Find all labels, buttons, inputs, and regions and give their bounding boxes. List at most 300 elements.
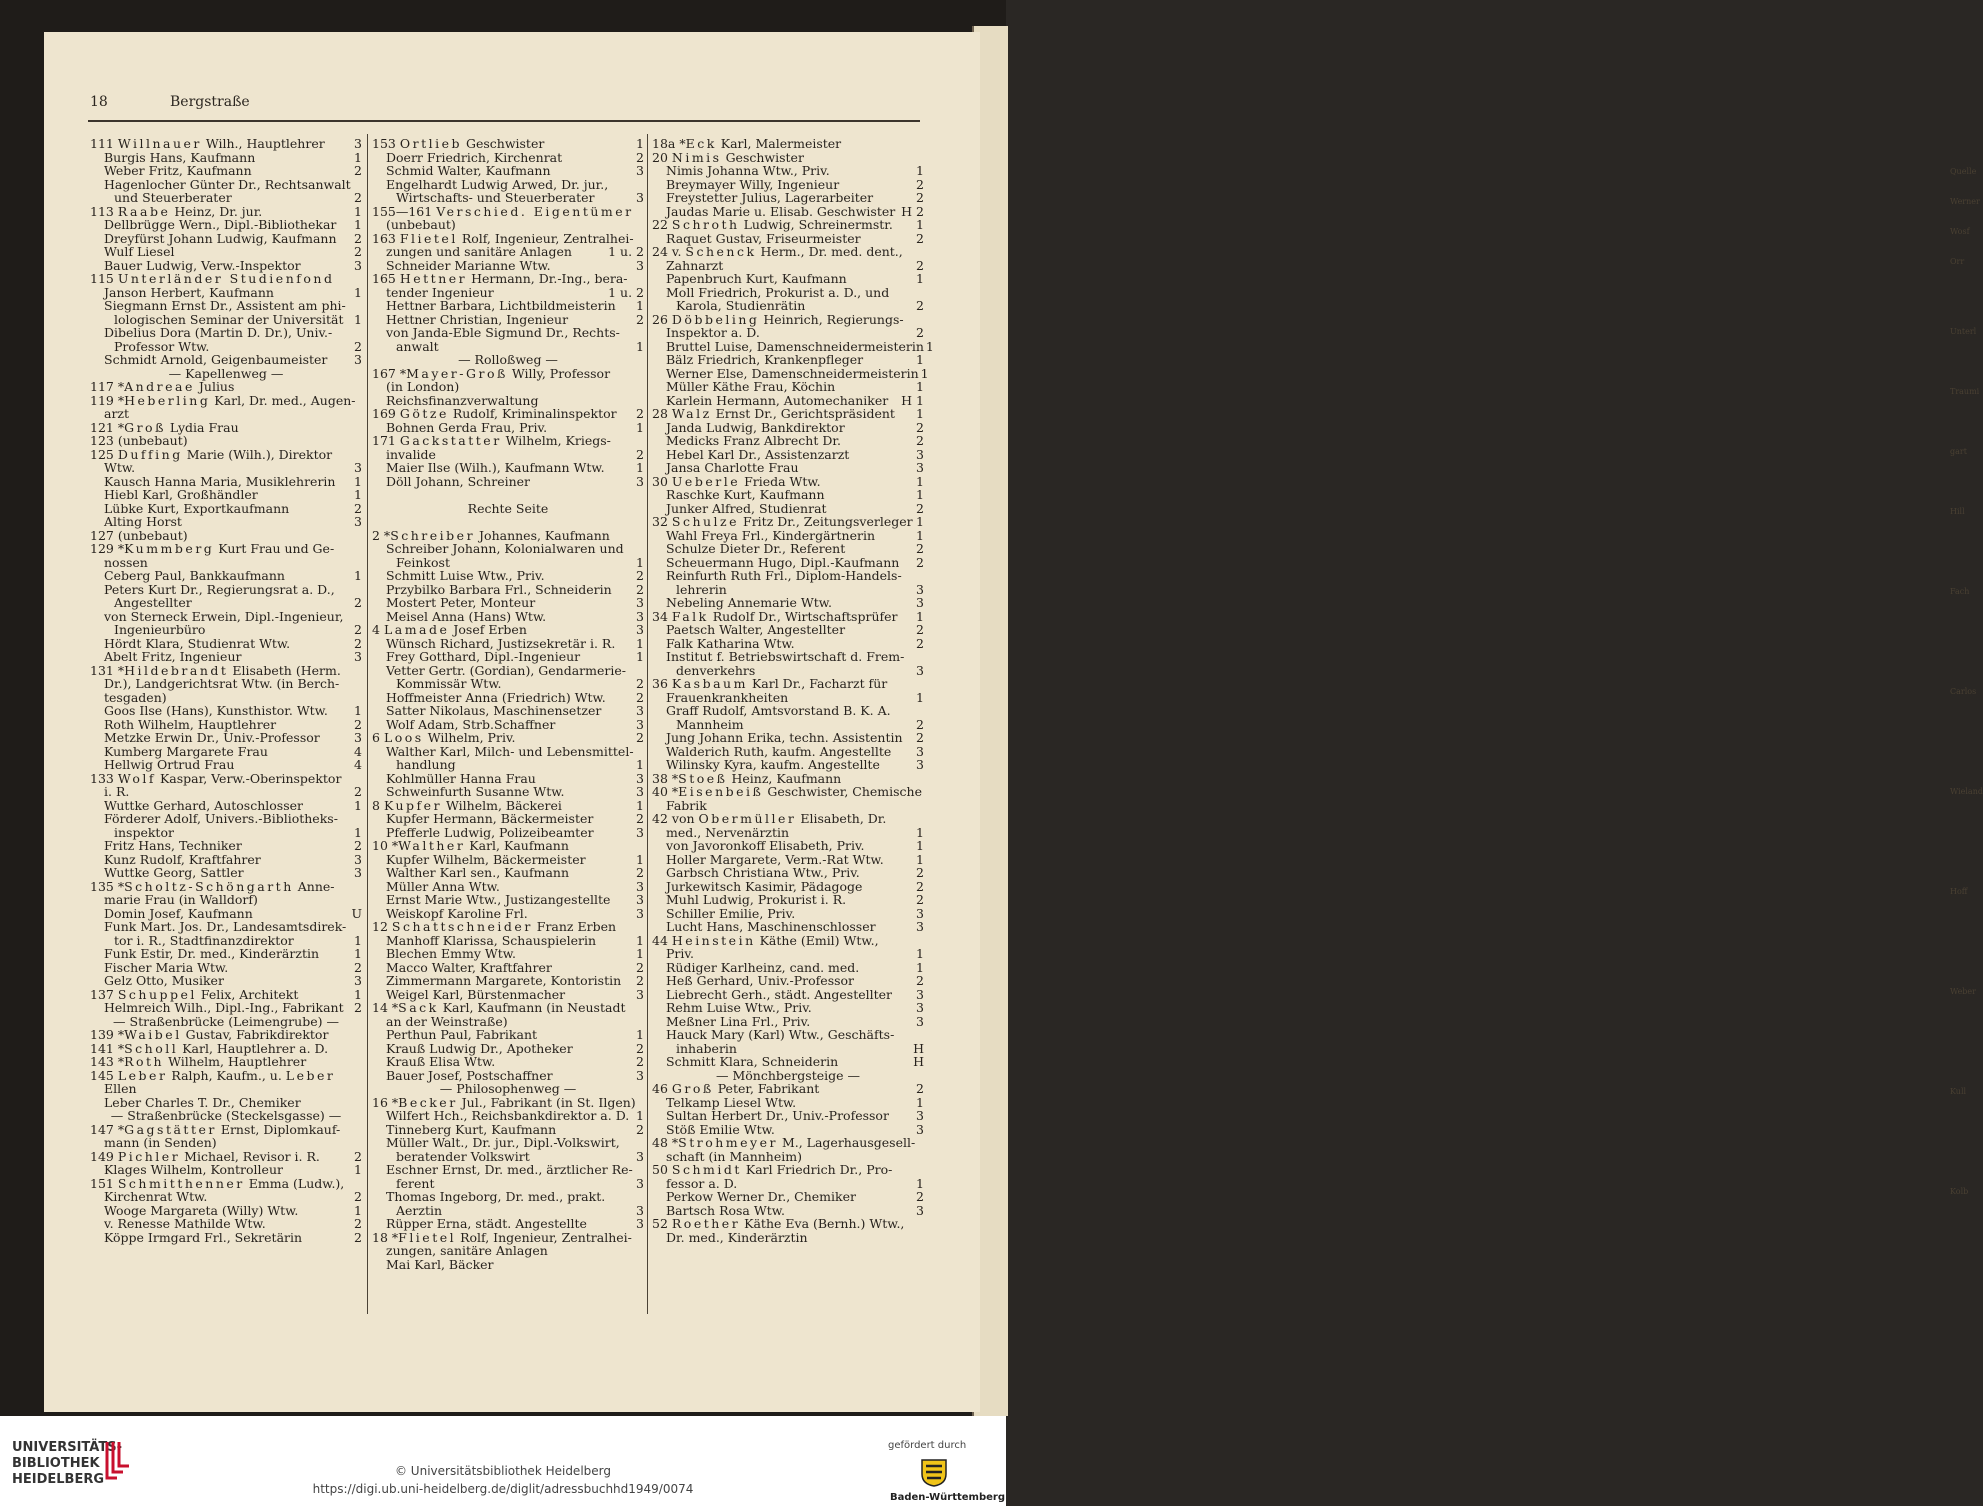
entry-text: (unbebaut) xyxy=(386,217,456,232)
entry-text: Sultan Herbert Dr., Univ.-Professor xyxy=(666,1108,889,1123)
address-entry xyxy=(652,1217,924,1231)
floor-number: 1 xyxy=(916,271,924,286)
resident-line xyxy=(372,245,644,259)
floor-number: 1 xyxy=(354,986,362,1002)
floor-number: 1 xyxy=(916,851,924,867)
entry-text: Paetsch Walter, Angestellter xyxy=(666,622,846,637)
floor-number: 1 xyxy=(916,824,924,840)
entry-text: Pfefferle Ludwig, Polizeibeamter xyxy=(386,824,594,840)
entry-text: Hebel Karl Dr., Assistenzarzt xyxy=(666,446,850,462)
resident-line xyxy=(372,907,644,921)
resident-line xyxy=(652,272,924,286)
resident-line xyxy=(372,1163,644,1177)
section-heading xyxy=(652,1069,924,1083)
floor-number: 2 xyxy=(636,311,644,327)
entry-text: Meßner Lina Frl., Priv. xyxy=(666,1013,811,1029)
floor-number: 1 xyxy=(636,851,644,867)
address-entry xyxy=(90,380,362,394)
floor-number: 3 xyxy=(916,595,924,610)
floor-number: 1 xyxy=(916,1094,924,1110)
entry-text: inspektor xyxy=(114,824,174,840)
entry-text: Satter Nikolaus, Maschinensetzer xyxy=(386,703,602,718)
ghost-text: Fach xyxy=(1950,587,1970,596)
entry-text: Angestellter xyxy=(114,595,192,610)
resident-line xyxy=(372,664,644,678)
floor-number: 2 xyxy=(916,190,924,205)
entry-text: Breymayer Willy, Ingenieur xyxy=(666,176,840,192)
address-entry xyxy=(372,137,644,151)
spaced-surname: Verschied. Eigentümer xyxy=(436,203,634,219)
entry-text: 16 *Becker Jul., Fabrikant (in St. Ilgen) xyxy=(372,1094,636,1110)
resident-line xyxy=(652,826,924,840)
resident-line xyxy=(90,934,362,948)
resident-line xyxy=(652,1123,924,1137)
floor-number: 2 xyxy=(354,190,362,205)
address-entry xyxy=(652,812,924,826)
resident-line xyxy=(652,920,924,934)
floor-number: 1 xyxy=(920,365,929,381)
address-entry xyxy=(90,434,362,448)
ghost-text: Kull xyxy=(1950,1087,1967,1096)
logo-line: UNIVERSITÄTS- xyxy=(12,1440,122,1455)
entry-text: mann (in Senden) xyxy=(104,1135,217,1150)
entry-text: 127 (unbebaut) xyxy=(90,527,188,543)
floor-number: 2 xyxy=(354,1189,362,1204)
floor-number: 1 u. 2 xyxy=(608,284,644,300)
address-entry xyxy=(90,772,362,786)
resident-line xyxy=(372,1150,644,1164)
entry-text: Helmreich Wilh., Dipl.-Ing., Fabrikant xyxy=(104,1000,344,1015)
section-heading xyxy=(372,502,644,516)
resident-line xyxy=(372,1258,644,1272)
entry-text: Dibelius Dora (Martin D. Dr.), Univ.- xyxy=(104,325,333,340)
entry-text: Klages Wilhelm, Kontrolleur xyxy=(104,1162,283,1177)
entry-text: — Kapellenweg — xyxy=(168,365,284,381)
entry-text: Dellbrügge Wern., Dipl.-Bibliothekar xyxy=(104,217,337,232)
entry-text: 4 Lamade Josef Erben xyxy=(372,622,527,637)
resident-line xyxy=(90,1163,362,1177)
floor-number: H 2 xyxy=(901,203,924,219)
entry-text: v. Renesse Mathilde Wtw. xyxy=(104,1216,266,1231)
entry-text: Janson Herbert, Kaufmann xyxy=(104,284,274,300)
resident-line xyxy=(372,893,644,907)
entry-text: Raquet Gustav, Friseurmeister xyxy=(666,230,861,246)
resident-line xyxy=(90,326,362,340)
resident-line xyxy=(90,839,362,853)
entry-text: von Janda-Eble Sigmund Dr., Rechts- xyxy=(386,325,620,340)
address-entry xyxy=(652,137,924,151)
entry-text: 129 *Kummberg Kurt Frau und Ge- xyxy=(90,541,335,556)
resident-line xyxy=(372,988,644,1002)
entry-text: Nebeling Annemarie Wtw. xyxy=(666,595,832,610)
resident-line xyxy=(652,1231,924,1245)
entry-text: Hellwig Ortrud Frau xyxy=(104,757,235,772)
floor-number: 1 xyxy=(916,406,924,421)
floor-number: U xyxy=(351,905,362,921)
resident-line xyxy=(652,583,924,597)
resident-line xyxy=(372,772,644,786)
ghost-text: Orr xyxy=(1950,257,1965,266)
entry-text: Krauß Ludwig Dr., Apotheker xyxy=(386,1040,573,1056)
entry-text: Peters Kurt Dr., Regierungsrat a. D., xyxy=(104,581,335,597)
floor-number: 2 xyxy=(354,716,362,732)
resident-line xyxy=(652,947,924,961)
resident-line xyxy=(652,596,924,610)
floor-number: 2 xyxy=(916,1081,924,1096)
floor-number: 1 xyxy=(354,1202,362,1218)
floor-number: 2 xyxy=(916,325,924,340)
column-divider xyxy=(647,134,648,1314)
entry-text: Karlein Hermann, Automechaniker xyxy=(666,392,889,408)
floor-number: 2 xyxy=(916,176,924,192)
entry-text: 46 Groß Peter, Fabrikant xyxy=(652,1081,820,1096)
entry-text: 147 *Gagstätter Ernst, Diplomkauf- xyxy=(90,1121,341,1137)
resident-line xyxy=(372,475,644,489)
funded-by-label: gefördert durch xyxy=(888,1440,967,1451)
resident-line xyxy=(652,461,924,475)
address-entry xyxy=(652,610,924,624)
ghost-text: Kolb xyxy=(1950,1187,1969,1196)
entry-text: an der Weinstraße) xyxy=(386,1013,508,1029)
resident-line xyxy=(90,1136,362,1150)
entry-text: Domin Josef, Kaufmann xyxy=(104,905,253,921)
resident-line xyxy=(90,731,362,745)
entry-text: Frey Gotthard, Dipl.-Ingenieur xyxy=(386,649,581,664)
entry-text: Bohnen Gerda Frau, Priv. xyxy=(386,419,548,435)
entry-text: Wilfert Hch., Reichsbankdirektor a. D. xyxy=(386,1108,630,1123)
entry-text: 8 Kupfer Wilhelm, Bäckerei xyxy=(372,797,562,813)
resident-line xyxy=(90,569,362,583)
entry-text: Blechen Emmy Wtw. xyxy=(386,946,516,961)
floor-number: 3 xyxy=(916,581,924,597)
floor-number: 3 xyxy=(916,743,924,759)
entry-text: Mannheim xyxy=(676,716,744,732)
resident-line xyxy=(90,1231,362,1245)
resident-line xyxy=(652,1055,924,1069)
entry-text: 145 Leber Ralph, Kaufm., u. Leber xyxy=(90,1067,336,1083)
entry-text: tender Ingenieur xyxy=(386,284,494,300)
resident-line xyxy=(652,569,924,583)
floor-number: 2 xyxy=(354,622,362,637)
spaced-surname: Walz xyxy=(671,406,712,421)
directory-column-left xyxy=(90,137,362,1244)
floor-number: 1 xyxy=(916,487,924,502)
resident-line xyxy=(90,1217,362,1231)
resident-line xyxy=(652,1096,924,1110)
spaced-surname: Gackstatter xyxy=(399,433,502,448)
spaced-surname: Hildebrandt xyxy=(124,662,229,678)
address-entry xyxy=(90,529,362,543)
spaced-surname: Duffing xyxy=(117,446,183,462)
floor-number: 1 xyxy=(916,689,924,705)
address-entry xyxy=(90,880,362,894)
entry-text: 153 Ortlieb Geschwister xyxy=(372,136,545,151)
resident-line xyxy=(372,461,644,475)
resident-line xyxy=(372,1190,644,1204)
entry-text: Metzke Erwin Dr., Univ.-Professor xyxy=(104,730,320,745)
ghost-text: Hill xyxy=(1950,507,1965,516)
spaced-surname: Schulze xyxy=(671,514,740,529)
entry-text: Engelhardt Ludwig Arwed, Dr. jur., xyxy=(386,176,609,192)
floor-number: 3 xyxy=(636,163,644,178)
address-entry xyxy=(90,1069,362,1083)
entry-text: Wtw. xyxy=(104,460,136,475)
resident-line xyxy=(652,232,924,246)
entry-text: lologischen Seminar der Universität xyxy=(114,311,344,327)
floor-number: 3 xyxy=(916,1000,924,1015)
spaced-surname: Becker xyxy=(398,1094,458,1110)
spaced-surname: Raabe xyxy=(117,203,171,219)
entry-text: Aerztin xyxy=(396,1202,443,1218)
address-entry xyxy=(652,218,924,232)
entry-text: Institut f. Betriebswirtschaft d. Frem- xyxy=(666,649,905,664)
floor-number: 2 xyxy=(354,244,362,259)
resident-line xyxy=(90,799,362,813)
spaced-surname: Unterländer Studienfond xyxy=(117,271,335,286)
entry-text: 137 Schuppel Felix, Architekt xyxy=(90,986,299,1002)
entry-text: beratender Volkswirt xyxy=(396,1148,530,1164)
entry-text xyxy=(372,515,644,529)
entry-text: Rehm Luise Wtw., Priv. xyxy=(666,1000,812,1015)
floor-number: 3 xyxy=(636,1148,644,1164)
resident-line xyxy=(652,556,924,570)
floor-number: 2 xyxy=(916,1189,924,1204)
resident-line xyxy=(90,637,362,651)
floor-number: 1 xyxy=(354,473,362,489)
address-entry xyxy=(90,205,362,219)
spaced-surname: Hettner xyxy=(399,271,468,286)
floor-number: 3 xyxy=(636,608,644,624)
address-entry xyxy=(90,394,362,408)
floor-number: 2 xyxy=(636,568,644,583)
resident-line xyxy=(652,1177,924,1191)
entry-text: Nimis Johanna Wtw., Priv. xyxy=(666,163,830,178)
resident-line xyxy=(372,164,644,178)
resident-line xyxy=(90,178,362,192)
entry-text: Perthun Paul, Fabrikant xyxy=(386,1027,538,1042)
resident-line xyxy=(372,556,644,570)
address-entry xyxy=(90,1177,362,1191)
address-entry xyxy=(652,475,924,489)
entry-text: (in London) xyxy=(386,379,460,394)
resident-line xyxy=(90,893,362,907)
floor-number: 1 xyxy=(916,608,924,624)
entry-text: 149 Pichler Michael, Revisor i. R. xyxy=(90,1148,320,1164)
spaced-surname: Flietel xyxy=(398,1229,457,1245)
entry-text: Vetter Gertr. (Gordian), Gendarmerie- xyxy=(386,662,626,678)
floor-number: 1 xyxy=(916,163,924,178)
resident-line xyxy=(90,1204,362,1218)
entry-text: Hördt Klara, Studienrat Wtw. xyxy=(104,635,291,651)
spaced-surname: Schmidt xyxy=(671,1162,742,1177)
resident-line xyxy=(90,259,362,273)
address-entry xyxy=(372,515,644,529)
floor-number: 1 xyxy=(916,838,924,853)
entry-text: Leber Charles T. Dr., Chemiker xyxy=(104,1094,301,1110)
entry-text: Köppe Irmgard Frl., Sekretärin xyxy=(104,1229,303,1245)
floor-number: 2 xyxy=(354,1148,362,1164)
floor-number: 3 xyxy=(916,919,924,934)
resident-line xyxy=(372,1055,644,1069)
resident-line xyxy=(652,866,924,880)
resident-line xyxy=(90,1001,362,1015)
floor-number: 1 xyxy=(636,635,644,651)
floor-number: 1 xyxy=(636,460,644,475)
floor-number: 1 xyxy=(925,338,934,354)
floor-number: H xyxy=(913,1040,924,1056)
entry-text: Jansa Charlotte Frau xyxy=(666,460,799,475)
spaced-surname: Heinstein xyxy=(671,932,756,948)
entry-text: Telkamp Liesel Wtw. xyxy=(666,1094,797,1110)
floor-number: 2 xyxy=(636,730,644,745)
resident-line xyxy=(90,340,362,354)
floor-number: 1 xyxy=(354,946,362,961)
ghost-text: Quelle xyxy=(1950,167,1977,176)
entry-text: und Steuerberater xyxy=(114,190,232,205)
resident-line xyxy=(90,853,362,867)
floor-number: 1 xyxy=(916,473,924,489)
spaced-surname: Groß xyxy=(124,419,166,435)
floor-number: 2 xyxy=(916,973,924,988)
resident-line xyxy=(90,353,362,367)
spaced-surname: Schuppel xyxy=(117,986,197,1002)
entry-text: Fischer Maria Wtw. xyxy=(104,959,229,975)
spaced-surname: Heberling xyxy=(124,392,211,408)
entry-text: Stöß Emilie Wtw. xyxy=(666,1121,775,1137)
floor-number: 1 xyxy=(916,352,924,367)
floor-number: 1 xyxy=(354,217,362,232)
entry-text: Walther Karl sen., Kaufmann xyxy=(386,865,570,880)
floor-number: 1 xyxy=(916,946,924,961)
entry-text: schaft (in Mannheim) xyxy=(666,1148,802,1164)
spaced-surname: Eck xyxy=(685,136,717,151)
entry-text: 50 Schmidt Karl Friedrich Dr., Pro- xyxy=(652,1162,893,1177)
entry-text: Ceberg Paul, Bankkaufmann xyxy=(104,568,285,583)
entry-text: 139 *Waibel Gustav, Fabrikdirektor xyxy=(90,1027,329,1042)
column-divider xyxy=(367,134,368,1314)
floor-number: 3 xyxy=(636,622,644,637)
section-heading xyxy=(372,353,644,367)
entry-text: 143 *Roth Wilhelm, Hauptlehrer xyxy=(90,1054,307,1069)
resident-line xyxy=(652,1042,924,1056)
address-entry xyxy=(90,137,362,151)
entry-text: Dr. med., Kinderärztin xyxy=(666,1229,808,1245)
spaced-surname: Roether xyxy=(671,1216,741,1231)
document-url-link[interactable]: https://digi.ub.uni-heidelberg.de/diglit/adressbuchhd1949/0074 xyxy=(312,1482,694,1496)
floor-number: H xyxy=(913,1054,924,1069)
floor-number: 1 xyxy=(354,284,362,300)
entry-text: Schulze Dieter Dr., Referent xyxy=(666,541,846,556)
floor-number: 3 xyxy=(636,986,644,1002)
entry-text: ferent xyxy=(396,1175,435,1191)
entry-text: 40 *Eisenbeiß Geschwister, Chemische xyxy=(652,784,923,799)
floor-number: 2 xyxy=(916,419,924,435)
entry-text: 141 *Scholl Karl, Hauptlehrer a. D. xyxy=(90,1040,329,1056)
resident-line xyxy=(90,407,362,421)
entry-text: Schmidt Arnold, Geigenbaumeister xyxy=(104,352,328,367)
entry-text: Dr.), Landgerichtsrat Wtw. (in Berch- xyxy=(104,676,340,691)
address-entry xyxy=(90,664,362,678)
floor-number: 2 xyxy=(636,149,644,165)
floor-number: 2 xyxy=(916,298,924,313)
resident-line xyxy=(90,974,362,988)
resident-line xyxy=(90,151,362,165)
entry-text: invalide xyxy=(386,446,436,462)
entry-text: Liebrecht Gerh., städt. Angestellter xyxy=(666,986,893,1002)
resident-line xyxy=(652,650,924,664)
floor-number: 1 xyxy=(636,136,644,151)
entry-text: 48 *Strohmeyer M., Lagerhausgesell- xyxy=(652,1135,916,1150)
entry-text: tor i. R., Stadtfinanzdirektor xyxy=(114,932,294,948)
resident-line xyxy=(652,326,924,340)
floor-number: 2 xyxy=(636,581,644,597)
floor-number: 2 xyxy=(916,622,924,637)
resident-line xyxy=(652,1001,924,1015)
resident-line xyxy=(652,961,924,975)
resident-line xyxy=(90,475,362,489)
address-entry xyxy=(90,1028,362,1042)
spaced-surname: Schroth xyxy=(671,217,740,232)
entry-text: 14 *Sack Karl, Kaufmann (in Neustadt xyxy=(372,1000,626,1015)
entry-text: lehrerin xyxy=(676,581,727,597)
floor-number: 3 xyxy=(636,1202,644,1218)
spaced-surname: Leber xyxy=(117,1067,168,1083)
directory-column-right xyxy=(652,136,934,1245)
spaced-surname: Götze xyxy=(399,406,449,421)
entry-text: Walderich Ruth, kaufm. Angestellte xyxy=(666,743,892,759)
resident-line xyxy=(90,286,362,300)
entry-text: Weigel Karl, Bürstenmacher xyxy=(386,986,566,1002)
entry-text: Kupfer Wilhelm, Bäckermeister xyxy=(386,851,586,867)
entry-text: Kunz Rudolf, Kraftfahrer xyxy=(104,851,261,867)
ghost-text: gart xyxy=(1950,447,1967,456)
address-entry xyxy=(372,232,644,246)
resident-line xyxy=(372,785,644,799)
floor-number: 3 xyxy=(636,703,644,718)
resident-line xyxy=(372,596,644,610)
address-entry xyxy=(372,272,644,286)
floor-number: 2 xyxy=(354,500,362,516)
entry-text: Förderer Adolf, Univers.-Bibliotheks- xyxy=(104,811,338,826)
spaced-surname: Andreae xyxy=(124,379,195,394)
floor-number: 1 xyxy=(354,797,362,813)
spaced-surname: Ortlieb xyxy=(399,136,462,151)
floor-number: 2 xyxy=(636,811,644,826)
entry-text: Eschner Ernst, Dr. med., ärztlicher Re- xyxy=(386,1162,633,1177)
resident-line xyxy=(372,326,644,340)
floor-number: 2 xyxy=(354,959,362,975)
address-entry xyxy=(372,1096,644,1110)
resident-line xyxy=(652,799,924,813)
entry-text: 20 Nimis Geschwister xyxy=(652,149,804,165)
resident-line xyxy=(652,365,929,381)
floor-number: 2 xyxy=(354,338,362,354)
floor-number: 3 xyxy=(916,446,924,462)
ghost-text: Wosf xyxy=(1950,227,1970,236)
entry-text: Zahnarzt xyxy=(666,257,724,273)
resident-line xyxy=(652,299,924,313)
resident-line xyxy=(372,1204,644,1218)
entry-text: 38 *Stoeß Heinz, Kaufmann xyxy=(652,770,842,786)
floor-number: 2 xyxy=(354,163,362,178)
resident-line xyxy=(90,164,362,178)
spaced-surname: Wolf xyxy=(117,770,156,786)
spaced-surname: Groß xyxy=(671,1081,714,1096)
entry-text: med., Nervenärztin xyxy=(666,824,790,840)
entry-text: Müller Anna Wtw. xyxy=(386,878,500,894)
address-entry xyxy=(372,529,644,543)
resident-line xyxy=(372,610,644,624)
